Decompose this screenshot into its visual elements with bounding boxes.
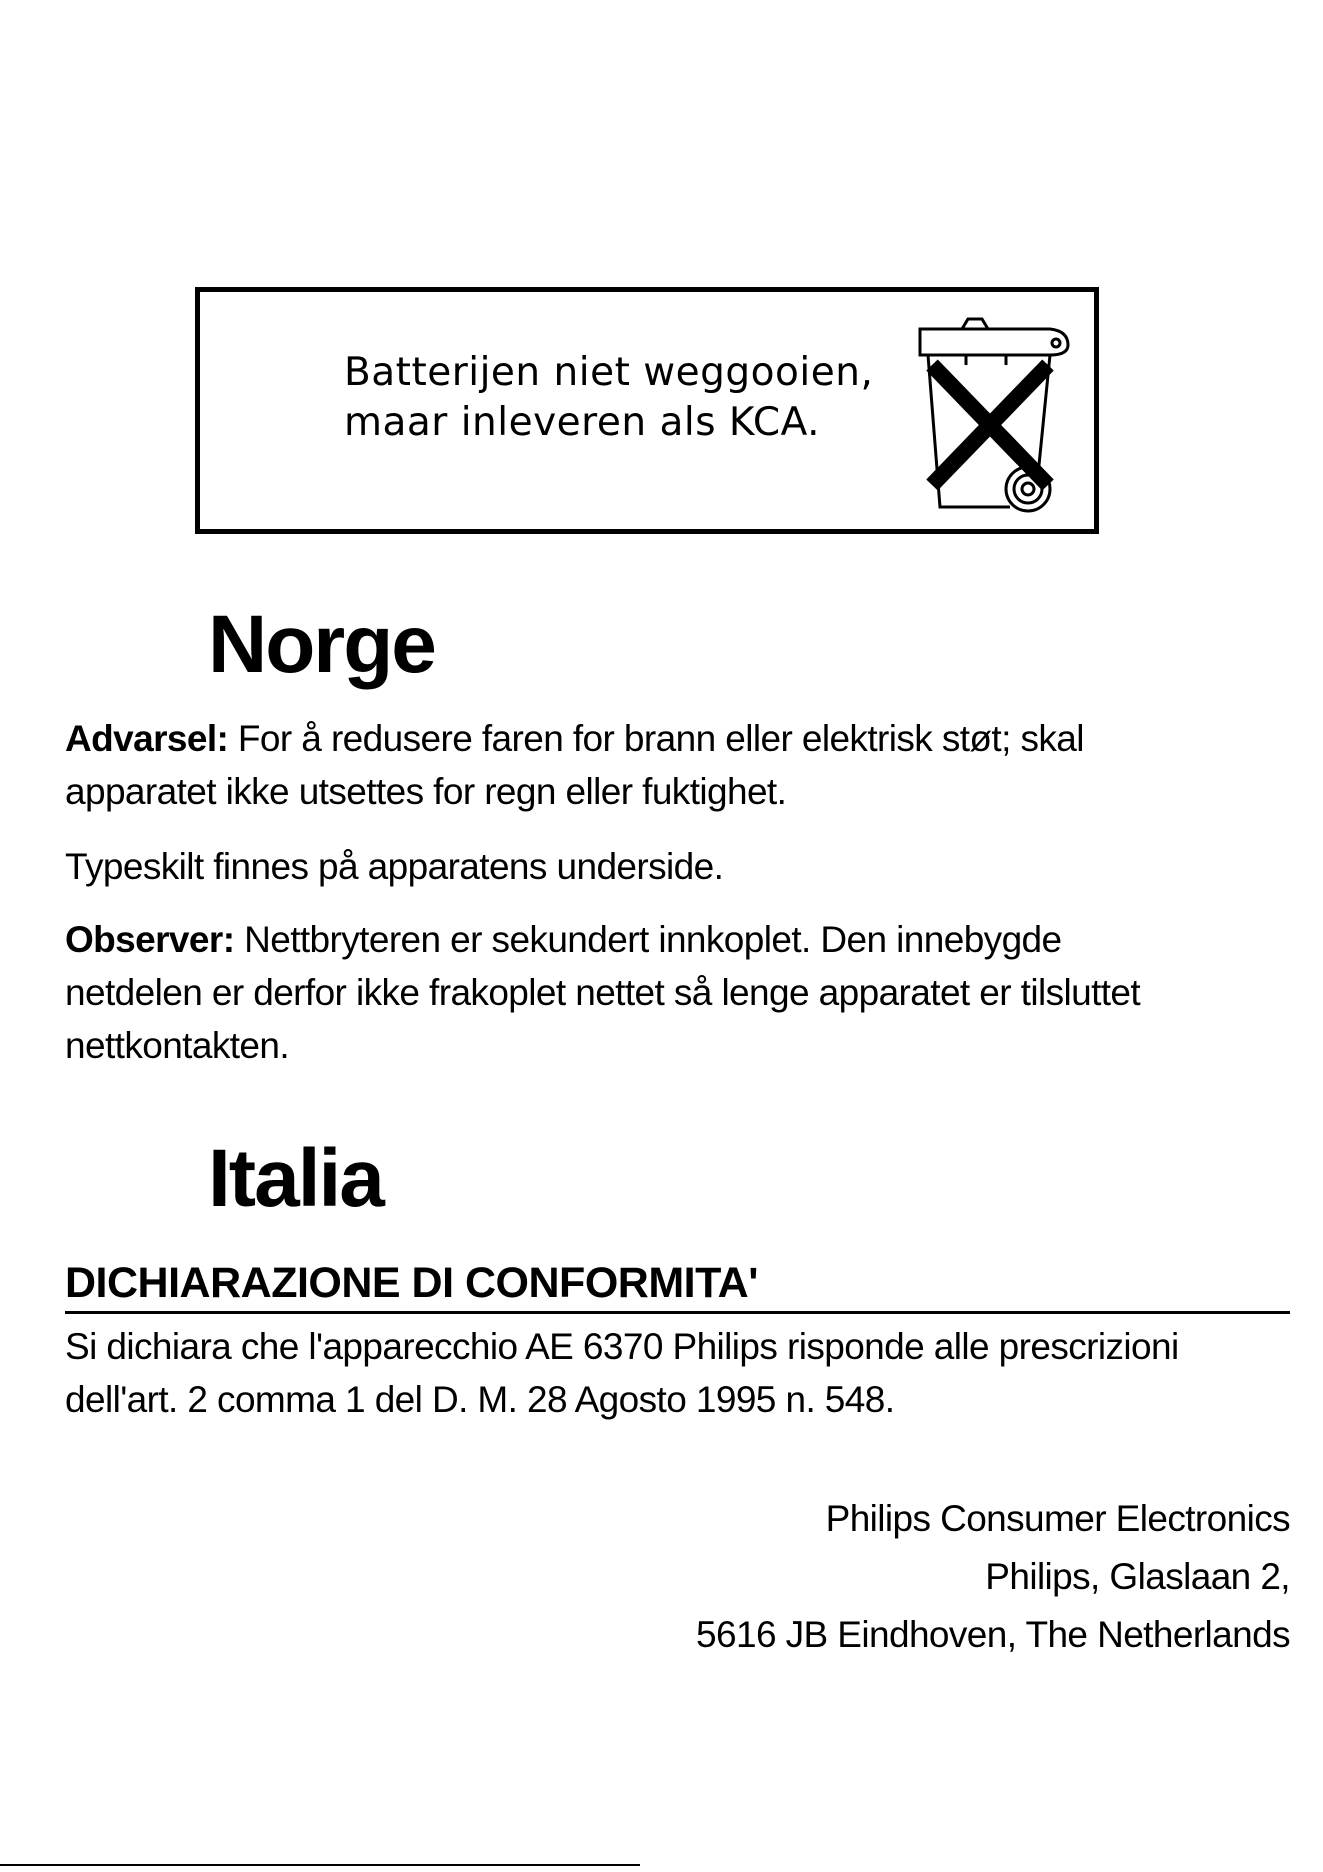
address-line-1: Philips Consumer Electronics — [825, 1498, 1290, 1539]
conformity-title-rule — [65, 1311, 1290, 1314]
observe-text-2: netdelen er derfor ikke frakoplet nettet så lenge apparatet er tilsluttet — [65, 972, 1141, 1013]
norge-warning-paragraph — [65, 712, 1265, 818]
warning-text-2: apparatet ikke utsettes for regn eller fuktighet. — [65, 771, 787, 812]
crossed-out-wheelie-bin-icon — [910, 307, 1070, 522]
observe-text-3: nettkontakten. — [65, 1025, 290, 1066]
warning-text-1: For å redusere faren for brann eller elektrisk støt; skal — [228, 718, 1084, 759]
company-address — [696, 1490, 1290, 1664]
norge-observe-paragraph — [65, 913, 1265, 1072]
typeplate-paragraph: Typeskilt finnes på apparatens underside. — [65, 846, 724, 887]
kca-notice-text — [344, 348, 873, 448]
conformity-title: DICHIARAZIONE DI CONFORMITA' — [65, 1259, 758, 1307]
address-line-3: 5616 JB Eindhoven, The Netherlands — [696, 1614, 1290, 1655]
kca-line-1: Batterijen niet weggooien, — [344, 350, 874, 395]
kca-line-2: maar inleveren als KCA. — [344, 400, 820, 445]
footer-rule — [0, 1864, 640, 1866]
declaration-text-1: Si dichiara che l'apparecchio AE 6370 Philips risponde alle prescrizioni — [65, 1326, 1179, 1367]
warning-label: Advarsel: — [65, 718, 229, 759]
italia-heading: Italia — [208, 1133, 383, 1224]
conformity-paragraph — [65, 1320, 1265, 1426]
declaration-text-2: dell'art. 2 comma 1 del D. M. 28 Agosto 1995 n. 548. — [65, 1379, 895, 1420]
kca-notice-box — [195, 287, 1099, 534]
observe-label: Observer: — [65, 919, 235, 960]
norge-heading: Norge — [208, 599, 435, 690]
address-line-2: Philips, Glaslaan 2, — [985, 1556, 1290, 1597]
observe-text-1: Nettbryteren er sekundert innkoplet. Den innebygde — [234, 919, 1062, 960]
